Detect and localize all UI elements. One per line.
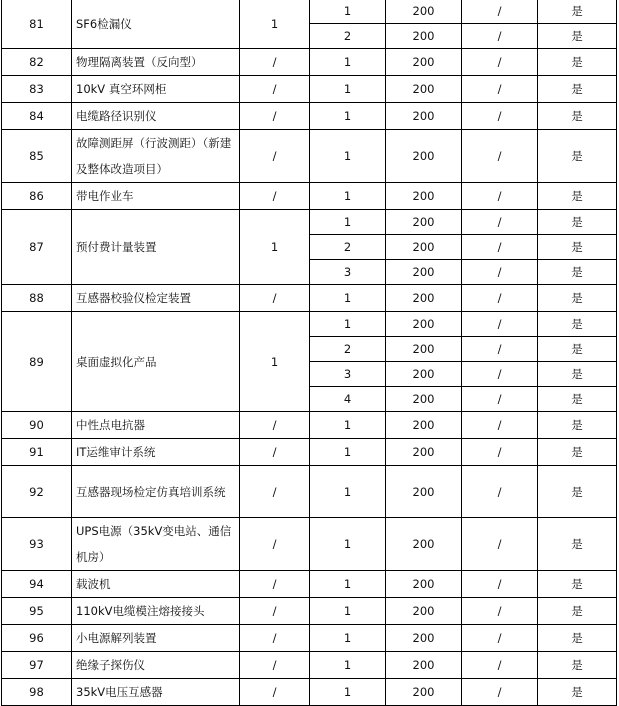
remark: / [462, 312, 538, 337]
delivery-days: 200 [386, 183, 462, 210]
delivery-days: 200 [386, 24, 462, 49]
compliant: 是 [538, 210, 617, 235]
lot-number: 1 [310, 679, 386, 706]
item-quantity: 1 [240, 312, 310, 412]
compliant: 是 [538, 652, 617, 679]
row-number: 90 [2, 412, 72, 439]
lot-number: 3 [310, 362, 386, 387]
lot-number: 1 [310, 49, 386, 76]
item-name: 电缆路径识别仪 [72, 103, 240, 130]
lot-number: 1 [310, 103, 386, 130]
lot-number: 1 [310, 439, 386, 466]
remark: / [462, 183, 538, 210]
row-number: 85 [2, 130, 72, 183]
compliant: 是 [538, 362, 617, 387]
row-number: 92 [2, 466, 72, 518]
remark: / [462, 103, 538, 130]
table-row [2, 285, 617, 312]
table-row [2, 49, 617, 76]
table-row [2, 598, 617, 625]
table-row [2, 466, 617, 518]
remark: / [462, 337, 538, 362]
compliant: 是 [538, 439, 617, 466]
item-name: 故障测距屏（行波测距）（新建及整体改造项目） [72, 130, 240, 183]
item-name: 物理隔离装置（反向型） [72, 49, 240, 76]
lot-number: 1 [310, 466, 386, 518]
delivery-days: 200 [386, 518, 462, 571]
remark: / [462, 76, 538, 103]
lot-number: 1 [310, 518, 386, 571]
remark: / [462, 235, 538, 260]
remark: / [462, 518, 538, 571]
item-quantity: / [240, 652, 310, 679]
compliant: 是 [538, 130, 617, 183]
table-row [2, 625, 617, 652]
item-name: UPS电源（35kV变电站、通信机房） [72, 518, 240, 571]
table-row [2, 312, 617, 337]
table-row [2, 679, 617, 706]
item-quantity: / [240, 571, 310, 598]
lot-number: 1 [310, 210, 386, 235]
lot-number: 1 [310, 76, 386, 103]
row-number: 84 [2, 103, 72, 130]
remark: / [462, 387, 538, 412]
table-row [2, 183, 617, 210]
row-number: 89 [2, 312, 72, 412]
compliant: 是 [538, 571, 617, 598]
item-name: 互感器现场检定仿真培训系统 [72, 466, 240, 518]
item-quantity: / [240, 625, 310, 652]
compliant: 是 [538, 76, 617, 103]
remark: / [462, 466, 538, 518]
table-row [2, 130, 617, 183]
item-name: 小电源解列装置 [72, 625, 240, 652]
table-row [2, 652, 617, 679]
lot-number: 1 [310, 183, 386, 210]
row-number: 82 [2, 49, 72, 76]
compliant: 是 [538, 0, 617, 24]
delivery-days: 200 [386, 260, 462, 285]
row-number: 87 [2, 210, 72, 285]
compliant: 是 [538, 49, 617, 76]
remark: / [462, 210, 538, 235]
table-row [2, 412, 617, 439]
row-number: 86 [2, 183, 72, 210]
table-row [2, 518, 617, 571]
compliant: 是 [538, 312, 617, 337]
delivery-days: 200 [386, 625, 462, 652]
item-quantity: / [240, 439, 310, 466]
delivery-days: 200 [386, 285, 462, 312]
item-quantity: / [240, 130, 310, 183]
lot-number: 4 [310, 387, 386, 412]
row-number: 88 [2, 285, 72, 312]
compliant: 是 [538, 518, 617, 571]
remark: / [462, 24, 538, 49]
compliant: 是 [538, 183, 617, 210]
lot-number: 1 [310, 285, 386, 312]
lot-number: 1 [310, 0, 386, 24]
row-number: 83 [2, 76, 72, 103]
lot-number: 1 [310, 652, 386, 679]
lot-number: 1 [310, 625, 386, 652]
row-number: 81 [2, 0, 72, 49]
item-name: SF6检漏仪 [72, 0, 240, 49]
lot-number: 1 [310, 598, 386, 625]
item-name: 互感器校验仪检定装置 [72, 285, 240, 312]
delivery-days: 200 [386, 679, 462, 706]
compliant: 是 [538, 235, 617, 260]
delivery-days: 200 [386, 312, 462, 337]
delivery-days: 200 [386, 76, 462, 103]
remark: / [462, 130, 538, 183]
item-name: 带电作业车 [72, 183, 240, 210]
item-quantity: / [240, 76, 310, 103]
lot-number: 2 [310, 235, 386, 260]
table-row [2, 439, 617, 466]
lot-number: 2 [310, 337, 386, 362]
delivery-days: 200 [386, 387, 462, 412]
delivery-days: 200 [386, 103, 462, 130]
compliant: 是 [538, 103, 617, 130]
item-quantity: / [240, 103, 310, 130]
table-row [2, 210, 617, 235]
compliant: 是 [538, 598, 617, 625]
compliant: 是 [538, 387, 617, 412]
compliant: 是 [538, 285, 617, 312]
table-row [2, 103, 617, 130]
compliant: 是 [538, 24, 617, 49]
remark: / [462, 598, 538, 625]
row-number: 97 [2, 652, 72, 679]
item-quantity: 1 [240, 0, 310, 49]
compliant: 是 [538, 412, 617, 439]
table-row [2, 0, 617, 24]
compliant: 是 [538, 679, 617, 706]
table-row [2, 76, 617, 103]
delivery-days: 200 [386, 235, 462, 260]
item-quantity: / [240, 412, 310, 439]
item-name: 绝缘子探伤仪 [72, 652, 240, 679]
row-number: 93 [2, 518, 72, 571]
remark: / [462, 362, 538, 387]
remark: / [462, 439, 538, 466]
row-number: 91 [2, 439, 72, 466]
row-number: 95 [2, 598, 72, 625]
delivery-days: 200 [386, 49, 462, 76]
lot-number: 1 [310, 571, 386, 598]
compliant: 是 [538, 337, 617, 362]
lot-number: 1 [310, 412, 386, 439]
item-name: 35kV电压互感器 [72, 679, 240, 706]
item-quantity: / [240, 466, 310, 518]
compliant: 是 [538, 625, 617, 652]
delivery-days: 200 [386, 466, 462, 518]
remark: / [462, 0, 538, 24]
item-quantity: / [240, 679, 310, 706]
row-number: 98 [2, 679, 72, 706]
item-name: 预付费计量装置 [72, 210, 240, 285]
item-quantity: / [240, 183, 310, 210]
lot-number: 1 [310, 130, 386, 183]
item-quantity: / [240, 285, 310, 312]
table-body [2, 0, 617, 706]
lot-number: 3 [310, 260, 386, 285]
item-name: 110kV电缆模注熔接接头 [72, 598, 240, 625]
delivery-days: 200 [386, 130, 462, 183]
remark: / [462, 679, 538, 706]
delivery-days: 200 [386, 0, 462, 24]
item-name: 载波机 [72, 571, 240, 598]
item-quantity: 1 [240, 210, 310, 285]
delivery-days: 200 [386, 598, 462, 625]
remark: / [462, 625, 538, 652]
lot-number: 2 [310, 24, 386, 49]
procurement-table [1, 0, 617, 706]
row-number: 94 [2, 571, 72, 598]
item-quantity: / [240, 598, 310, 625]
remark: / [462, 571, 538, 598]
item-name: IT运维审计系统 [72, 439, 240, 466]
delivery-days: 200 [386, 652, 462, 679]
compliant: 是 [538, 260, 617, 285]
remark: / [462, 49, 538, 76]
row-number: 96 [2, 625, 72, 652]
delivery-days: 200 [386, 210, 462, 235]
delivery-days: 200 [386, 439, 462, 466]
delivery-days: 200 [386, 412, 462, 439]
remark: / [462, 412, 538, 439]
item-quantity: / [240, 49, 310, 76]
remark: / [462, 285, 538, 312]
item-name: 中性点电抗器 [72, 412, 240, 439]
compliant: 是 [538, 466, 617, 518]
lot-number: 1 [310, 312, 386, 337]
table-row [2, 571, 617, 598]
remark: / [462, 260, 538, 285]
item-name: 桌面虚拟化产品 [72, 312, 240, 412]
delivery-days: 200 [386, 362, 462, 387]
delivery-days: 200 [386, 337, 462, 362]
item-name: 10kV 真空环网柜 [72, 76, 240, 103]
remark: / [462, 652, 538, 679]
delivery-days: 200 [386, 571, 462, 598]
item-quantity: / [240, 518, 310, 571]
